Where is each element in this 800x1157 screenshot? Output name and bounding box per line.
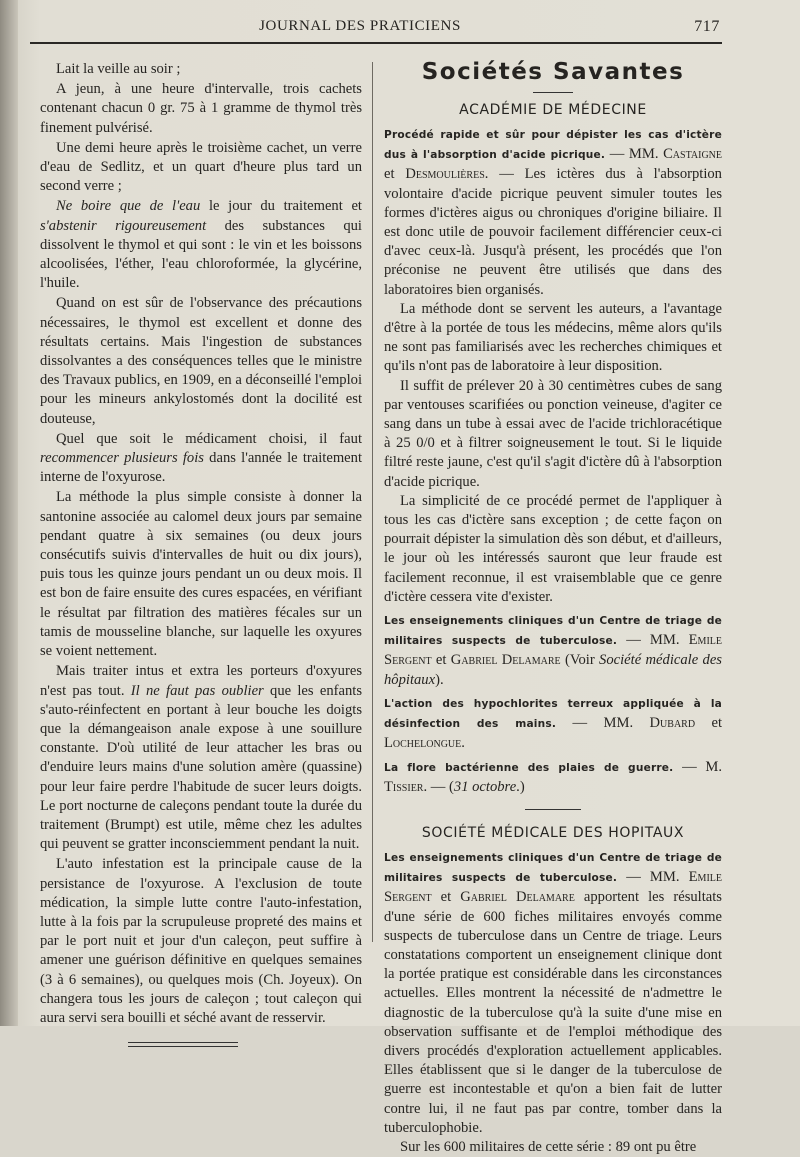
text-run: . [461, 735, 465, 752]
emphasis: s'abstenir rigoureusement [40, 217, 207, 234]
entry-lead: Les enseignements cliniques d'un Centre de triage de militaires suspects de tuberculose. [384, 851, 722, 885]
paragraph: L'auto infestation est la principale cause de la persistance de l'oxyurose. A l'exclusion de toute médication, la simple lutte contre l'auto-infestation, lutte à la fois par la scrupuleuse propreté des mains et par le port nuit et jour d'un caleçon, peut suffire à amener une guérison définitive en quelques semaines (3 à 6 semaines), ou quelques mois (Ch. Joyeux). On changera tous les jours de caleçon ; tout caleçon qui aura servi sera bouilli et séché avant de resservir. [40, 856, 362, 1026]
author-name: Emile Sergent [384, 632, 722, 669]
left-column [40, 60, 362, 1047]
entry-lead: Les enseignements cliniques d'un Centre de triage de militaires suspects de tuberculose. [384, 615, 722, 648]
journal-title: JOURNAL DES PRATICIENS [259, 18, 461, 34]
text-run: apportent les résultats d'une série de 600 fiches militaires envoyés comme suspects de tuberculose dans un Centre de triage. Leurs constatations comportent un enseignement clinique dont la portée pratique est considérable dans les circonstances actuelles. Elles montrent la nécessité de n'admettre le diagnostic de la tuberculose qu'à la suite d'une mise en observation suffisante et de l'emploi méthodique des divers procédés d'exploration actuellement applicables. Elles établissent que si le danger de la tuberculose de guerre est incontestable et qu'on a bien fait de lutter contre lui, il ne faut pas par contre, tomber dans la tuberculophobie. [384, 889, 722, 1136]
author-name: Tissier [384, 778, 424, 795]
emphasis: Société médicale des hôpitaux [384, 652, 722, 688]
paragraph [40, 197, 362, 293]
text-run: — MM. [605, 146, 664, 163]
header-rule [30, 42, 722, 44]
text-run: (Voir [560, 652, 600, 669]
paragraph [40, 430, 362, 488]
text-run: .) [516, 778, 525, 795]
text-run: et [431, 652, 451, 669]
report-entry [384, 694, 722, 754]
text-run: . — Les ictères dus à l'absorption volontaire d'acide picrique peuvent simuler toutes les formes d'ictères aigus ou chroniques d'origine biliaire. Il est donc utile de pouvoir facilement différencier ceux-ci d'avec ceux-là. Jusqu'à présent, les procédés que l'on préconise ne peuvent être utilisés que dans des laboratoires bien organisés. [384, 166, 722, 298]
text-run: Mais traiter intus et extra les porteurs d'oxyures n'est pas tout. [40, 663, 362, 699]
page-number: 717 [694, 18, 720, 35]
paragraph [40, 662, 362, 854]
right-column [384, 58, 722, 1157]
text-run: que les enfants s'auto-réinfectent en portant à leur bouche les doigts que la démangeaison anale expose à une souillure constante. D'où utilité de leur attacher les bras ou d'enduire leurs mains d'une solution amère (quassine) pour leur faire perdre l'habitude de sucer leurs doigts. Le port nocturne de caleçons pendant toute la durée du traitement (Brumpt) est utile, même chez les adultes qui peuvent se gratter inconsciemment pendant la nuit. [40, 682, 363, 853]
text-run: le jour du traitement et [200, 198, 362, 215]
report-entry [384, 125, 722, 300]
paragraph: Quand on est sûr de l'observance des précautions nécessaires, le thymol est excellent et donne des résultats certains. Mais l'ingestion de substances dissolvantes a des conséquences telles que le ministre des Travaux publics, en 1909, en a déconseillé l'emploi pour les mineurs ankylostomés dont la docilité est douteuse, [40, 295, 363, 427]
text-run: dans l'année le traitement interne de l'oxyurose. [40, 450, 362, 486]
paragraph: La méthode dont se servent les auteurs, a l'avantage d'être à la portée de tous les médecins, même alors qu'ils ne sont pas familiarisés avec les recherches chimiques et qu'ils n'ont pas de laboratoire à leur disposition. [384, 300, 722, 375]
author-name: Emile Sergent [384, 869, 722, 906]
text-run: et [695, 715, 723, 732]
text-run: — MM. [556, 715, 650, 732]
report-entry [384, 758, 722, 797]
text-run: et [431, 889, 461, 906]
text-run: des substances qui dissolvent le thymol et qui sont : le vin et les boissons alcoolisées, l'éther, l'eau chloroformée, la glycérine, l'huile. [40, 217, 362, 292]
paragraph: Il suffit de prélever 20 à 30 centimètres cubes de sang par ventouses scarifiées ou ponction veineuse, d'agiter ce sang dans un tube à essai avec de l'acide trichloracétique à 25 0/0 et à filtrer soigneusement le tout. Si le liquide filtré reste jaune, c'est qu'il s'agit d'ictère dû à l'absorption d'acide picrique. [384, 377, 722, 490]
text-run: ). [435, 671, 444, 688]
paragraph: Sur les 600 militaires de cette série : 89 ont pu être [400, 1138, 697, 1155]
author-name: Gabriel Delamare [450, 652, 561, 669]
title-rule [533, 92, 573, 93]
paragraph: Une demi heure après le troisième cachet, un verre d'eau de Sedlitz, et un quart d'heure plus tard un second verre ; [40, 139, 362, 195]
emphasis: 31 octobre [453, 778, 517, 795]
author-name: Castaigne [663, 146, 723, 163]
text-run: — MM. [617, 869, 689, 886]
paragraph: Lait la veille au soir ; [56, 61, 181, 77]
author-name: Lochelongue [384, 735, 462, 752]
author-name: Gabriel Delamare [460, 889, 575, 906]
entry-lead: La flore bactérienne des plaies de guerre. [384, 761, 674, 774]
text-run: et [384, 166, 406, 183]
text-run: — M. [673, 758, 722, 775]
text-run: — MM. [617, 632, 689, 649]
entry-lead: Procédé rapide et sûr pour dépister les cas d'ictère dus à l'absorption d'acide picrique. [384, 129, 722, 162]
paragraph: La simplicité de ce procédé permet de l'appliquer à tous les cas d'ictère sans exception ; de cette façon on pourrait dépister la simulation dès son début, et d'ailleurs, le jour où les intéressés sauront que leur fraude est facilement reconnue, il est vraisemblable que ce genre d'ictère cessera vite d'exister. [384, 492, 722, 605]
column-separator [372, 62, 373, 942]
emphasis: recommencer plusieurs fois [40, 450, 204, 467]
paragraph: La méthode la plus simple consiste à donner la santonine associée au calomel deux jours par semaine pendant quatre à six semaines (ou deux jours consécutifs suivis d'intervalles de huit ou dix jours), puis tous les quinze jours pendant un ou deux mois. Il est bon de faire ensuite des cures espacées, en vérifiant le résultat par filtration des matières fécales sur un tamis de mousseline blanche, sur laquelle les oxyures se voient nettement. [40, 489, 362, 660]
author-name: Dubard [649, 715, 696, 732]
society-heading: SOCIÉTÉ MÉDICALE DES HOPITAUX [421, 824, 685, 841]
text-run: Quel que soit le médicament choisi, il faut [56, 430, 362, 447]
text-run: . — ( [423, 778, 454, 795]
academy-heading: ACADÉMIE DE MÉDECINE [459, 102, 647, 118]
binding-gutter [0, 0, 18, 1026]
section-title: Sociétés Savantes [421, 59, 685, 85]
author-name: Desmoulières [405, 166, 485, 183]
end-rule [128, 1042, 238, 1047]
report-entry [384, 611, 722, 690]
entry-lead: L'action des hypochlorites terreux appliquée à la désinfection des mains. [384, 697, 722, 731]
paragraph: A jeun, à une heure d'intervalle, trois cachets contenant chacun 0 gr. 75 à 1 gramme de thymol très finement pulvérisé. [40, 81, 362, 136]
report-entry [384, 848, 722, 1138]
emphasis: Ne boire que de l'eau [56, 198, 201, 215]
running-header [40, 16, 720, 40]
emphasis: Il ne faut pas oublier [130, 682, 264, 699]
section-rule [525, 809, 581, 810]
